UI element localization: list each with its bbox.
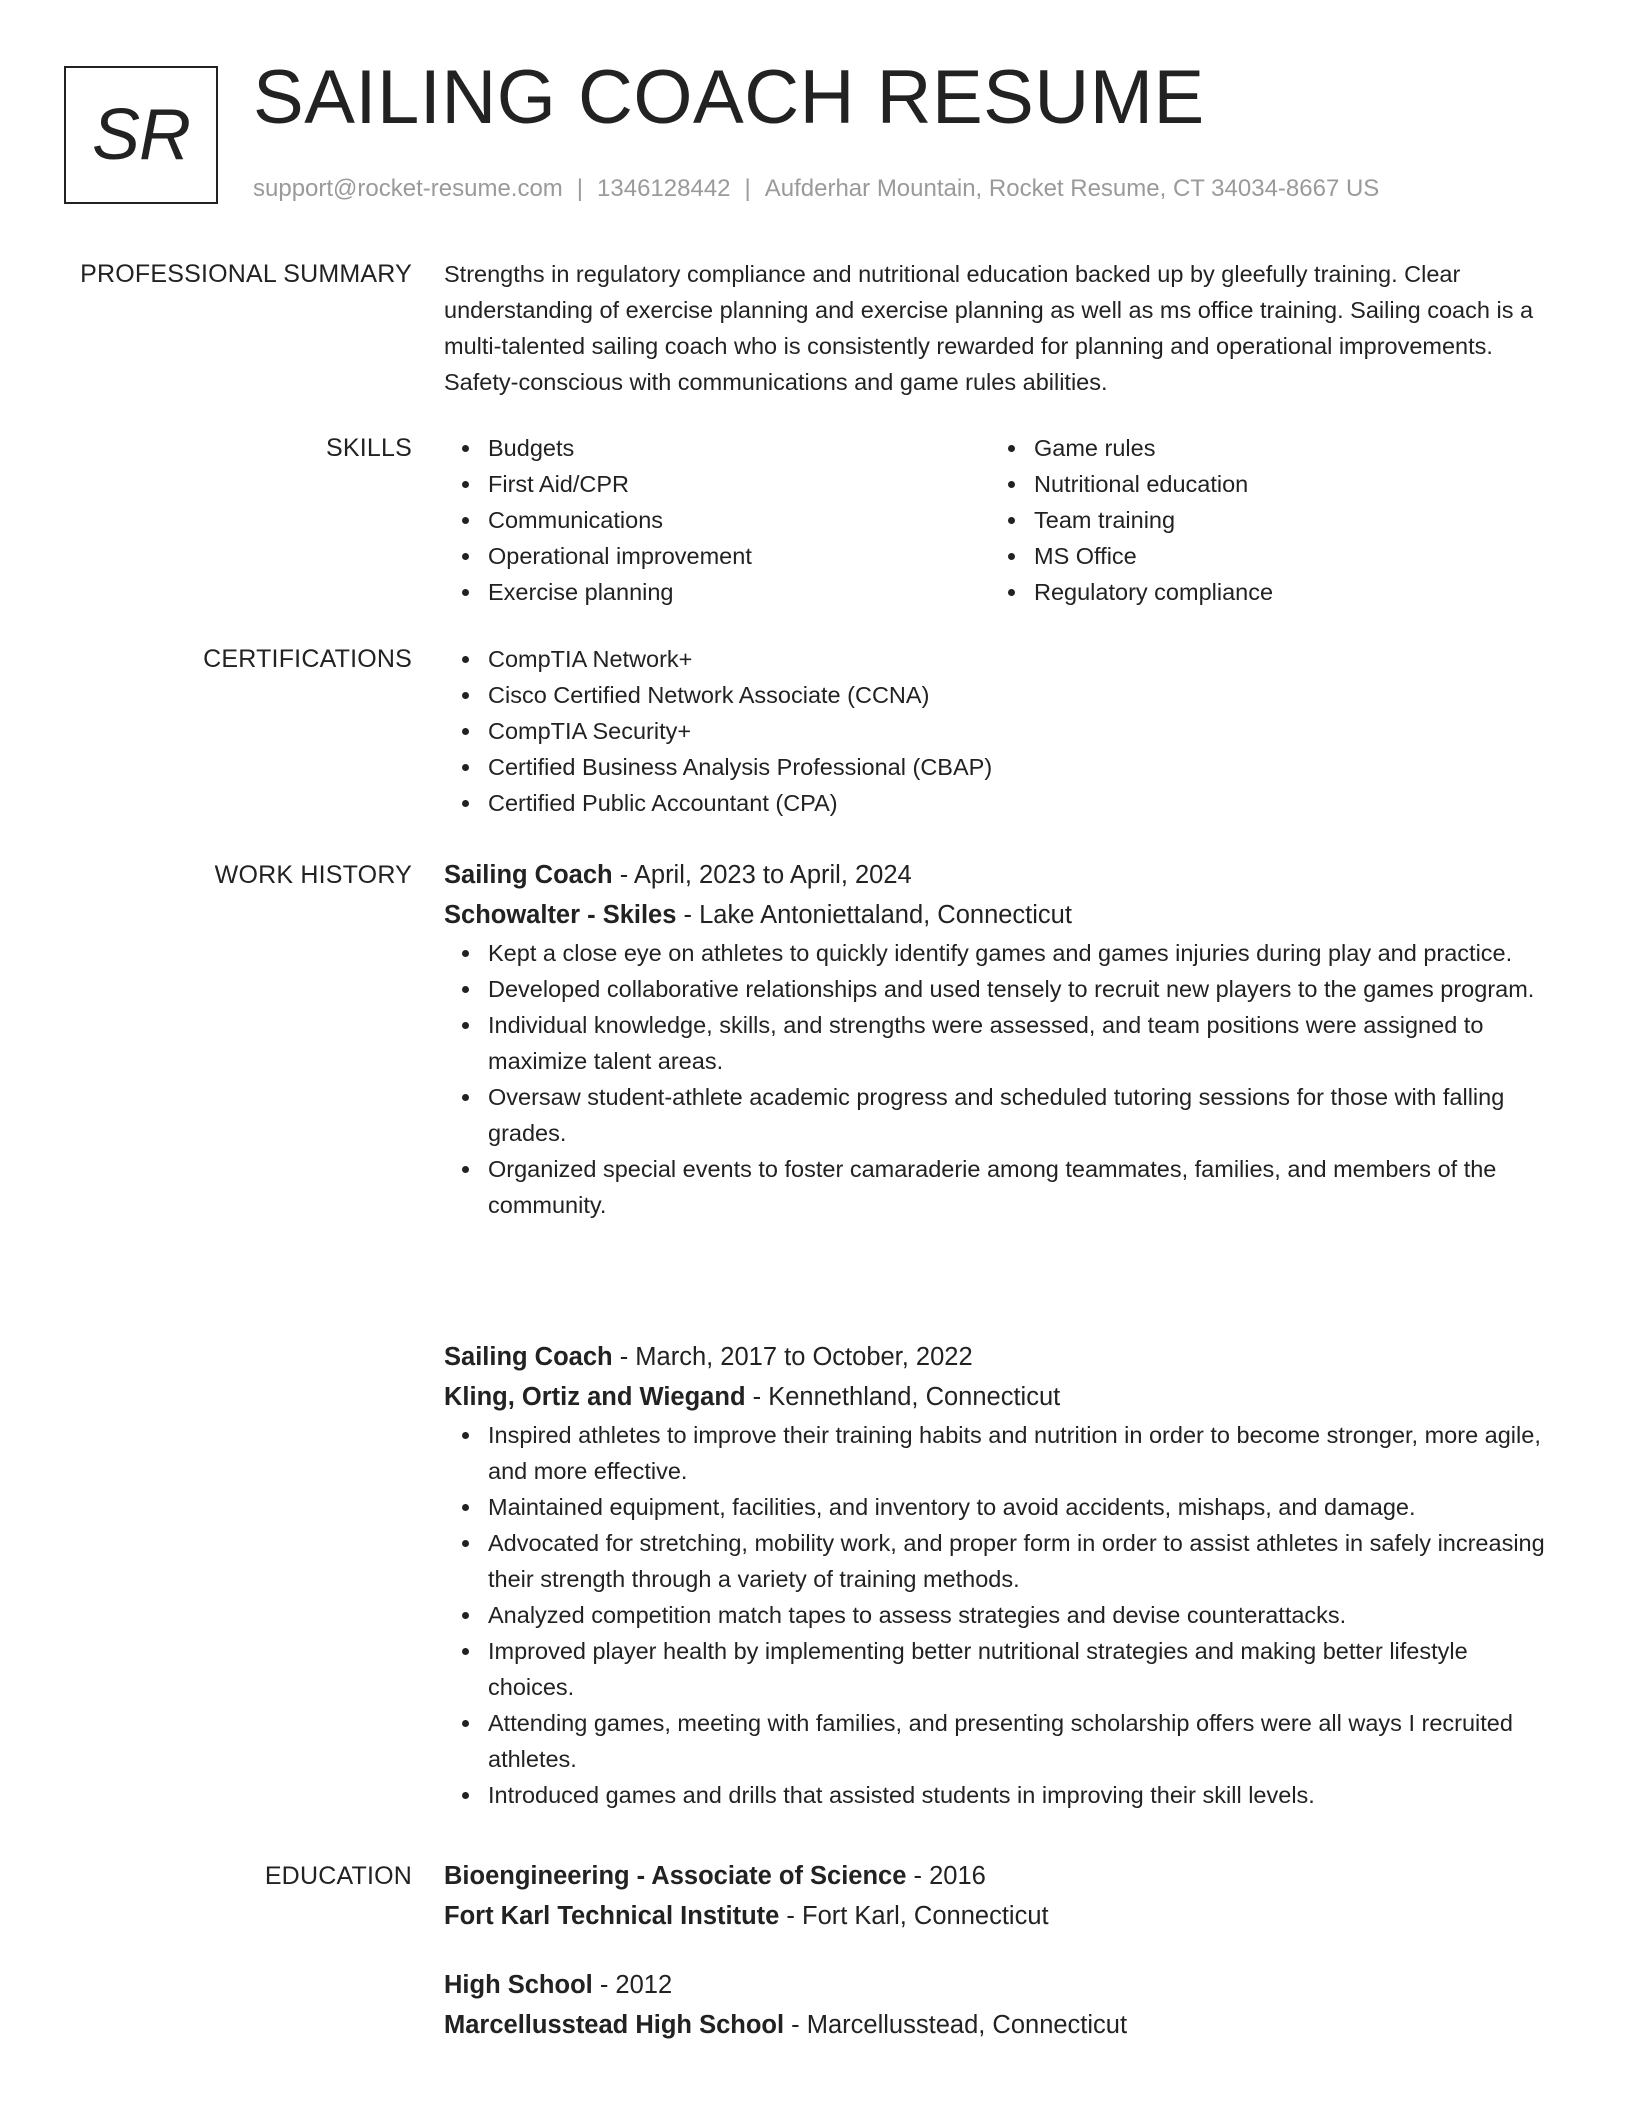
job-dates: - March, 2017 to October, 2022 (612, 1343, 973, 1371)
contact-phone: 1346128442 (597, 175, 731, 202)
education-school-line (444, 2005, 1554, 2045)
contact-line (253, 174, 1379, 204)
education-school: Fort Karl Technical Institute (444, 1902, 780, 1930)
work-history-body (444, 855, 1554, 1808)
skill-item: Game rules (990, 430, 1530, 466)
certification-item: Certified Business Analysis Professional (CBAP) (444, 749, 1554, 785)
contact-email: support@rocket-resume.com (253, 175, 563, 202)
skill-item: First Aid/CPR (444, 466, 984, 502)
job-bullet: Maintained equipment, facilities, and inventory to avoid accidents, mishaps, and damage. (444, 1489, 1554, 1525)
certification-item: Certified Public Accountant (CPA) (444, 785, 1554, 821)
education-year: - 2016 (906, 1862, 986, 1890)
education-degree-line (444, 1965, 1554, 2005)
job-title: Sailing Coach (444, 1343, 613, 1371)
certifications-body (444, 641, 1554, 821)
job-bullet: Organized special events to foster camaraderie among teammates, families, and members of the community. (444, 1151, 1554, 1223)
education-degree-line (444, 1856, 1554, 1896)
contact-separator: | (744, 175, 751, 202)
skill-item: Team training (990, 502, 1530, 538)
skill-item: Operational improvement (444, 538, 984, 574)
education-year: - 2012 (592, 1971, 673, 1999)
job-entry (444, 855, 1554, 1223)
job-bullet: Developed collaborative relationships and used tensely to recruit new players to the games program. (444, 971, 1554, 1007)
skill-item: Budgets (444, 430, 984, 466)
job-bullet: Inspired athletes to improve their training habits and nutrition in order to become stronger, more agile, and more effective. (444, 1417, 1554, 1489)
education-heading: EDUCATION (264, 1862, 412, 1890)
skills-heading: SKILLS (326, 434, 412, 462)
job-dates: - April, 2023 to April, 2024 (612, 861, 912, 889)
certification-item: Cisco Certified Network Associate (CCNA) (444, 677, 1554, 713)
skill-item: Regulatory compliance (990, 574, 1530, 610)
contact-address: Aufderhar Mountain, Rocket Resume, CT 34034-8667 US (764, 175, 1380, 202)
contact-separator: | (576, 175, 584, 202)
monogram-box (64, 66, 218, 204)
skill-item: MS Office (990, 538, 1530, 574)
education-location: - Marcellusstead, Connecticut (784, 2011, 1128, 2039)
education-school-line (444, 1896, 1554, 1936)
education-degree: Bioengineering - Associate of Science (444, 1862, 907, 1890)
skills-list-right (990, 430, 1530, 610)
summary-heading: PROFESSIONAL SUMMARY (80, 260, 412, 288)
job-location: - Lake Antoniettaland, Connecticut (676, 901, 1072, 929)
education-entry (444, 1856, 1554, 1936)
job-title-line (444, 855, 1554, 895)
education-location: - Fort Karl, Connecticut (779, 1902, 1049, 1930)
resume-title: SAILING COACH RESUME (253, 55, 1205, 140)
job-bullet: Individual knowledge, skills, and strengths were assessed, and team positions were assigned to maximize talent areas. (444, 1007, 1554, 1079)
skills-list-left (444, 430, 984, 610)
education-school: Marcellusstead High School (444, 2011, 785, 2039)
skill-item: Communications (444, 502, 984, 538)
education-degree: High School (444, 1971, 593, 1999)
skill-item: Exercise planning (444, 574, 984, 610)
job-bullets (444, 935, 1554, 1223)
job-entry (444, 1337, 1554, 1813)
job-bullet: Attending games, meeting with families, and presenting scholarship offers were all ways I recruited athletes. (444, 1705, 1554, 1777)
job-company-line (444, 895, 1554, 935)
job-location: - Kennethland, Connecticut (745, 1383, 1061, 1411)
job-title: Sailing Coach (444, 861, 613, 889)
job-bullet: Improved player health by implementing better nutritional strategies and making better lifestyle choices. (444, 1633, 1554, 1705)
job-title-line (444, 1337, 1554, 1377)
monogram-initials: SR (91, 95, 191, 175)
certifications-list (444, 641, 1554, 821)
job-bullet: Introduced games and drills that assisted students in improving their skill levels. (444, 1777, 1554, 1813)
summary-body (444, 256, 1554, 400)
certification-item: CompTIA Security+ (444, 713, 1554, 749)
job-bullet: Advocated for stretching, mobility work, and proper form in order to assist athletes in safely increasing their strength through a variety of training methods. (444, 1525, 1554, 1597)
job-bullet: Analyzed competition match tapes to assess strategies and devise counterattacks. (444, 1597, 1554, 1633)
education-body (444, 1856, 1554, 2039)
certification-item: CompTIA Network+ (444, 641, 1554, 677)
certifications-heading: CERTIFICATIONS (203, 645, 412, 673)
education-entry (444, 1965, 1554, 2045)
job-bullets (444, 1417, 1554, 1813)
job-company-line (444, 1377, 1554, 1417)
job-bullet: Kept a close eye on athletes to quickly identify games and games injuries during play and practice. (444, 935, 1554, 971)
job-bullet: Oversaw student-athlete academic progress and scheduled tutoring sessions for those with falling grades. (444, 1079, 1554, 1151)
job-company: Kling, Ortiz and Wiegand (444, 1383, 746, 1411)
skill-item: Nutritional education (990, 466, 1530, 502)
summary-text: Strengths in regulatory compliance and nutritional education backed up by gleefully training. Clear understanding of exercise planning and exercise planning as well as ms office training. Sailing coach is a multi-talented sailing coach who is consistently rewarded for planning and operational improvements. Safety-conscious with communications and game rules abilities. (444, 261, 1534, 395)
job-company: Schowalter - Skiles (444, 901, 677, 929)
work-history-heading: WORK HISTORY (214, 861, 412, 889)
